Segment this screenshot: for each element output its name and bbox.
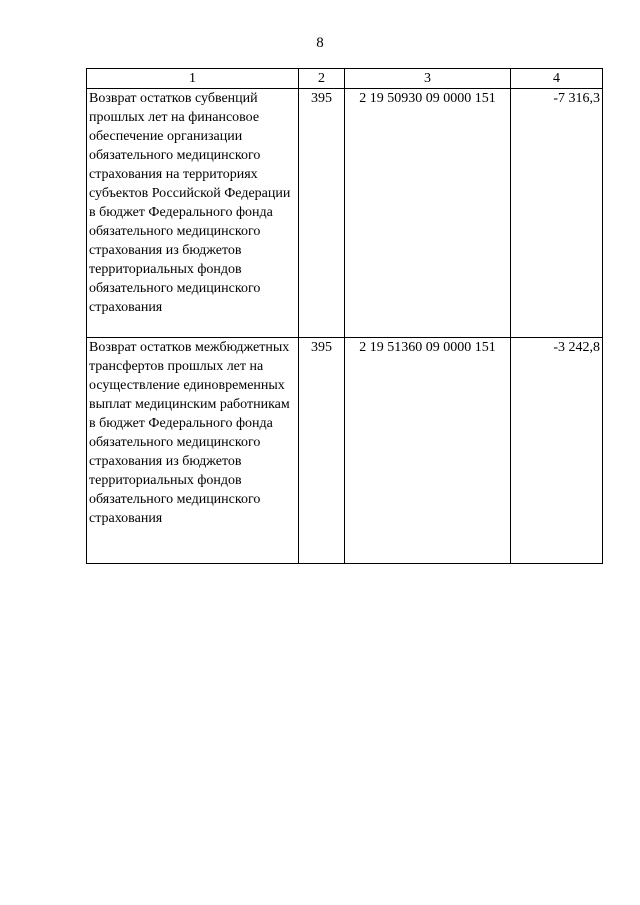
row-admin-code: 395 xyxy=(299,89,345,338)
table-header-row xyxy=(87,69,603,89)
table-row xyxy=(87,338,603,564)
row-budget-classification-code: 2 19 50930 09 0000 151 xyxy=(345,89,511,338)
row-budget-classification-code: 2 19 51360 09 0000 151 xyxy=(345,338,511,564)
row-amount: -7 316,3 xyxy=(511,89,603,338)
column-header-1: 1 xyxy=(87,69,299,89)
row-amount: -3 242,8 xyxy=(511,338,603,564)
column-header-2: 2 xyxy=(299,69,345,89)
row-description: Возврат остатков межбюджетных трансфертов прошлых лет на осуществление единовременных выплат медицинским работникам в бюджет Федерального фонда обязательного медицинского страхования из бюджетов территориальных фондов обязательного медицинского страхования xyxy=(87,338,299,564)
row-description: Возврат остатков субвенций прошлых лет на финансовое обеспечение организации обязательного медицинского страхования на территориях субъектов Российской Федерации в бюджет Федерального фонда обязательного медицинского страхования из бюджетов территориальных фондов обязательного медицинского страхования xyxy=(87,89,299,338)
column-header-3: 3 xyxy=(345,69,511,89)
table-row xyxy=(87,89,603,338)
budget-table xyxy=(86,68,603,564)
page-number: 8 xyxy=(316,35,324,51)
row-admin-code: 395 xyxy=(299,338,345,564)
column-header-4: 4 xyxy=(511,69,603,89)
